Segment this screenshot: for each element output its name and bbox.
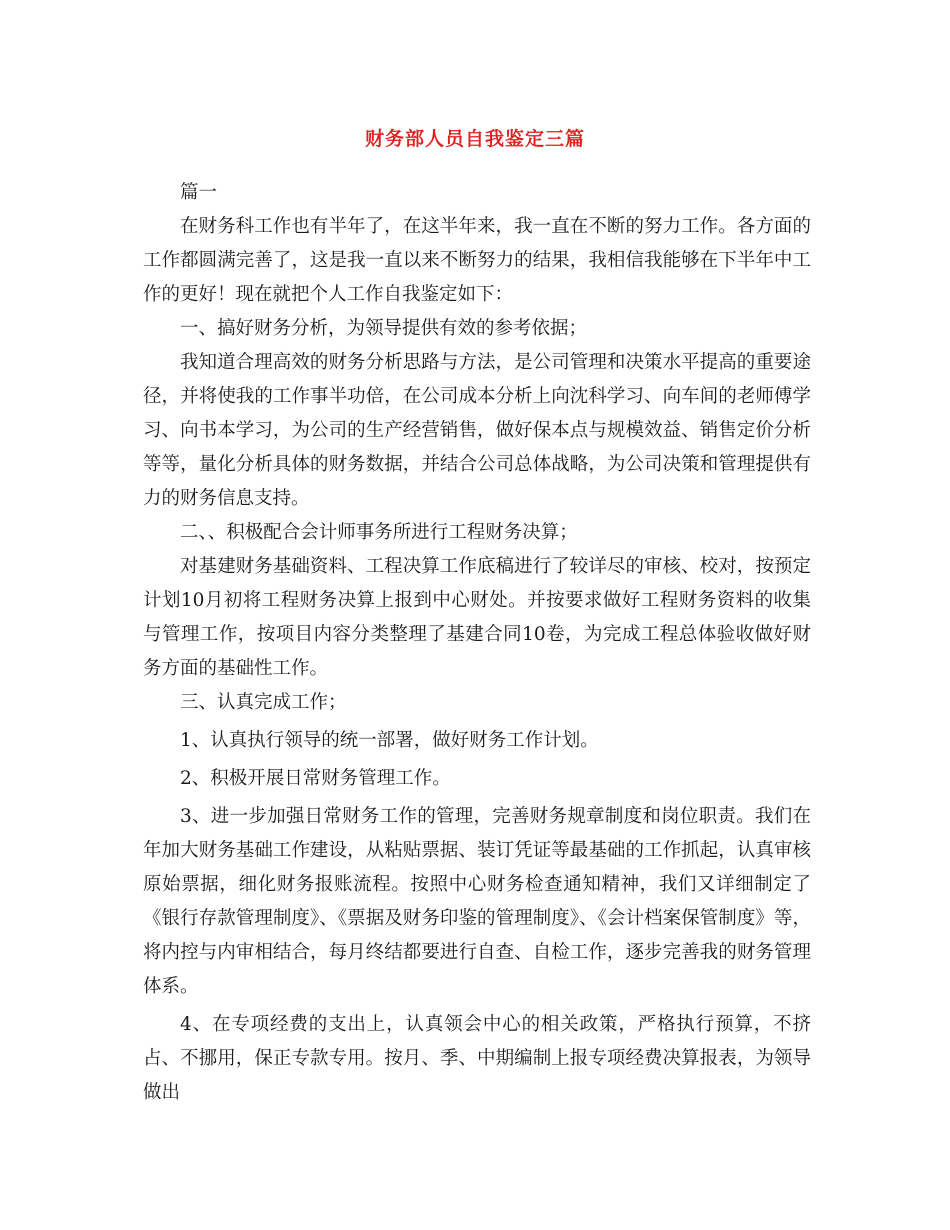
sub-item-paragraph: 3、进一步加强日常财务工作的管理，完善财务规章制度和岗位职责。我们在年加大财务基础工作建设，从粘贴票据、装订凭证等最基础的工作抓起，认真审核原始票据，细化财务报账流程。按照中心财务检查通知精神，我们又详细制定了《银行存款管理制度》、《票据及财务印鉴的管理制度》、《会计档案保管制度》等，将内控与内审相结合，每月终结都要进行自查、自检工作，逐步完善我的财务管理体系。 — [143, 806, 811, 997]
body-paragraph: 我知道合理高效的财务分析思路与方法，是公司管理和决策水平提高的重要途径，并将使我的工作事半功倍，在公司成本分析上向沈科学习、向车间的老师傅学习、向书本学习，为公司的生产经营销售，做好保本点与规模效益、销售定价分析等等，量化分析具体的财务数据，并结合公司总体战略，为公司决策和管理提供有力的财务信息支持。 — [143, 352, 811, 509]
sub-item-paragraph: 4、在专项经费的支出上，认真领会中心的相关政策，严格执行预算，不挤占、不挪用，保正专款专用。按月、季、中期编制上报专项经费决算报表，为领导做出 — [143, 1014, 811, 1103]
item-heading-three: 三、认真完成工作； — [180, 692, 347, 713]
body-paragraph: 对基建财务基础资料、工程决算工作底稿进行了较详尽的审核、校对，按预定计划10月初将工程财务决算上报到中心财处。并按要求做好工程财务资料的收集与管理工作，按项目内容分类整理了基建合同10卷，为完成工程总体验收做好财务方面的基础性工作。 — [143, 556, 811, 679]
item-heading-two: 二、、积极配合会计师事务所进行工程财务决算； — [180, 522, 578, 543]
sub-item-paragraph: 1、认真执行领导的统一部署，做好财务工作计划。 — [180, 730, 599, 751]
section-heading-part-one: 篇一 — [180, 182, 218, 203]
intro-paragraph: 在财务科工作也有半年了，在这半年来，我一直在不断的努力工作。各方面的工作都圆满完善了，这是我一直以来不断努力的结果，我相信我能够在下半年中工作的更好！现在就把个人工作自我鉴定如下： — [143, 216, 811, 305]
item-heading-one: 一、搞好财务分析，为领导提供有效的参考依据； — [180, 318, 588, 339]
sub-item-paragraph: 2、积极开展日常财务管理工作。 — [180, 768, 451, 789]
document-body — [143, 176, 811, 1110]
document-title: 财务部人员自我鉴定三篇 — [364, 128, 585, 150]
